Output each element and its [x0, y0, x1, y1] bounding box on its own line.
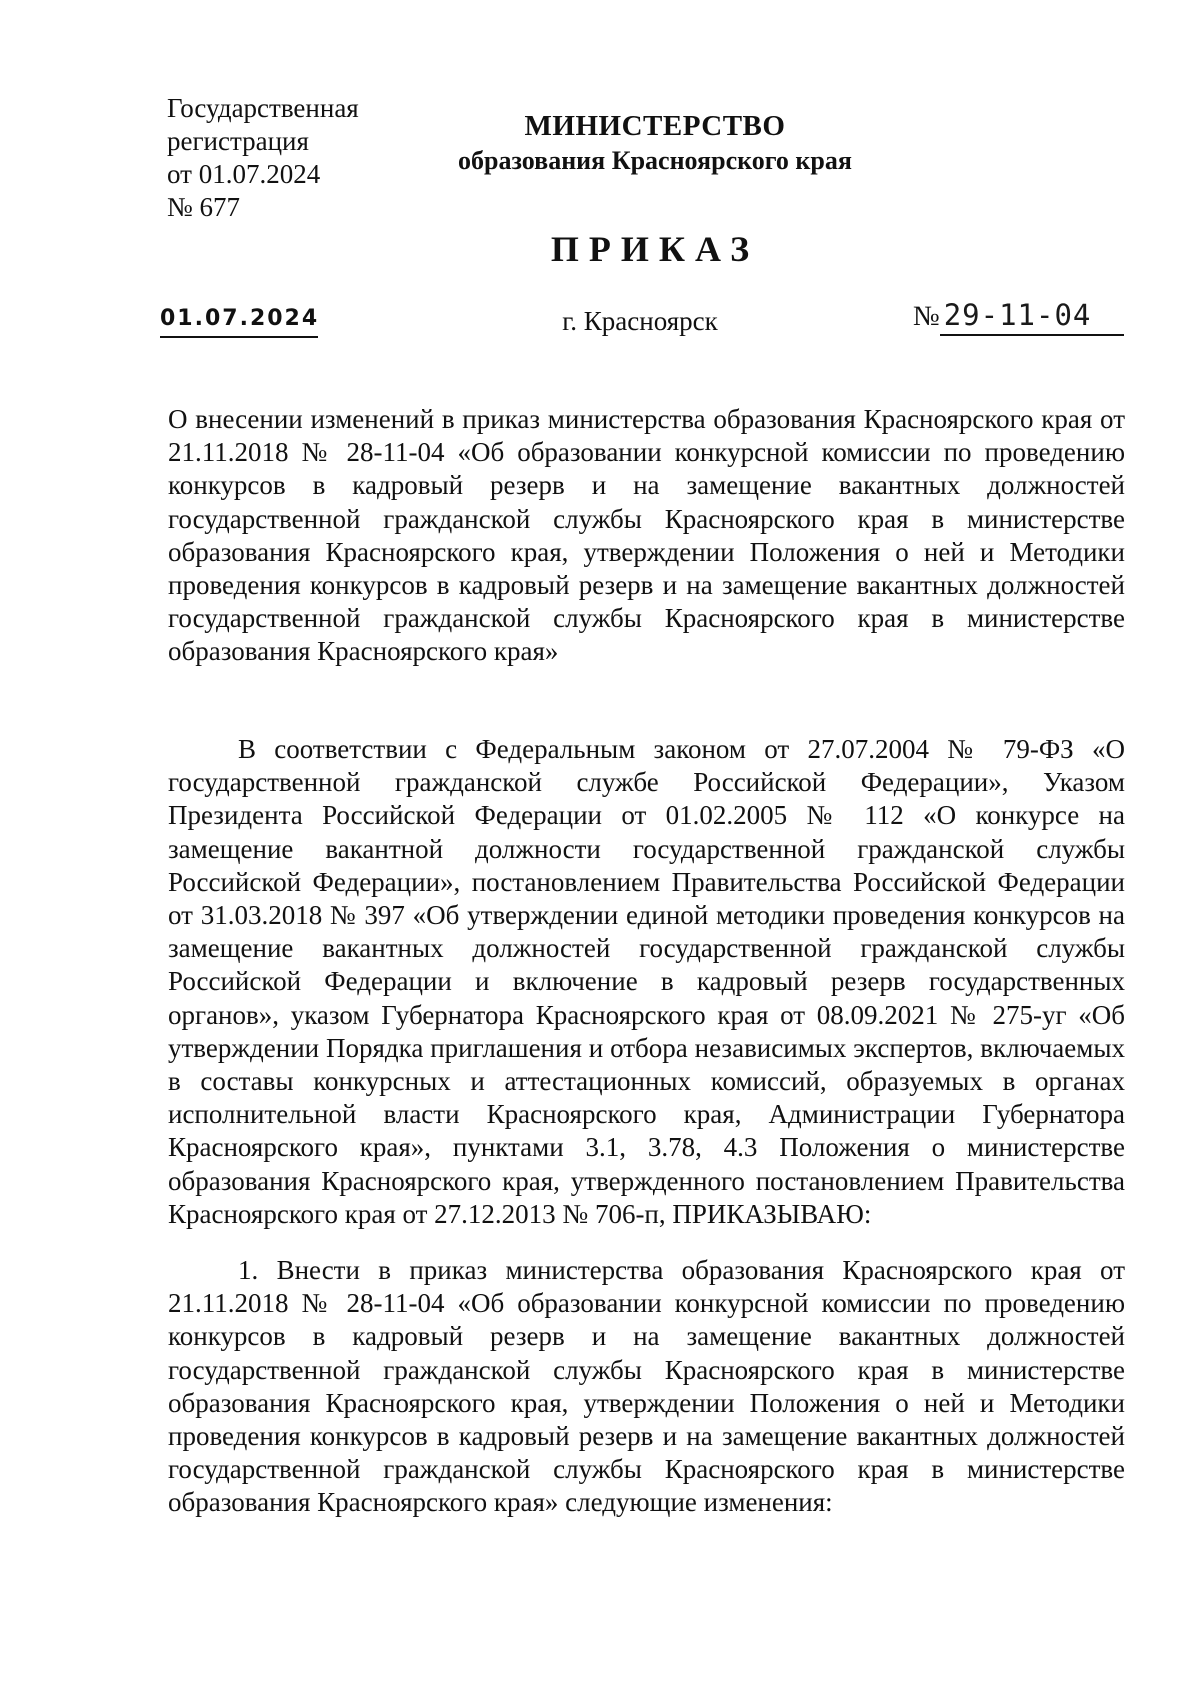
- registration-line-2: регистрация: [167, 126, 309, 156]
- order-subject: О внесении изменений в приказ министерства образования Красноярского края от 21.11.2018 № 28-11-04 «Об образовании конкурсной комиссии по проведению конкурсов в кадровый резерв и на замещение вакантных должностей государственной гражданской службы Красноярского края в министерстве образования Красноярского края, утверждении Положения о ней и Методики проведения конкурсов в кадровый резерв и на замещение вакантных должностей государственной гражданской службы Красноярского края в министерстве образования Красноярского края»: [168, 404, 1125, 667]
- order-date: 01.07.2024: [160, 302, 318, 338]
- order-item-1: 1. Внести в приказ министерства образования Красноярского края от 21.11.2018 № 28-11-04 «Об образовании конкурсной комиссии по проведению конкурсов в кадровый резерв и на замещение вакантных должностей государственной гражданской службы Красноярского края в министерстве образования Красноярского края, утверждении Положения о ней и Методики проведения конкурсов в кадровый резерв и на замещение вакантных должностей государственной гражданской службы Красноярского края в министерстве образования Красноярского края» следующие изменения:: [168, 1255, 1125, 1518]
- registration-line-4: № 677: [167, 192, 241, 222]
- ministry-title: МИНИСТЕРСТВО: [524, 110, 786, 142]
- registration-line-1: Государственная: [167, 93, 359, 123]
- ministry-header: [400, 108, 910, 178]
- registration-line-3: от 01.07.2024: [167, 159, 321, 189]
- document-type-heading: ПРИКАЗ: [550, 229, 760, 269]
- ministry-subtitle: образования Красноярского края: [458, 146, 852, 175]
- order-number-value: 29-11-04: [940, 296, 1124, 336]
- preamble-paragraph: В соответствии с Федеральным законом от 27.07.2004 № 79-ФЗ «О государственной гражданской службе Российской Федерации», Указом Президента Российской Федерации от 01.02.2005 № 112 «О конкурсе на замещение вакантной должности государственной гражданской службы Российской Федерации», постановлением Правительства Российской Федерации от 31.03.2018 № 397 «Об утверждении единой методики проведения конкурсов на замещение вакантных должностей государственной гражданской службы Российской Федерации и включение в кадровый резерв государственных органов», указом Губернатора Красноярского края от 08.09.2021 № 275-уг «Об утверждении Порядка приглашения и отбора независимых экспертов, включаемых в составы конкурсных и аттестационных комиссий, образуемых в органах исполнительной власти Красноярского края, Администрации Губернатора Красноярского края», пунктами 3.1, 3.78, 4.3 Положения о министерстве образования Красноярского края, утвержденного постановлением Правительства Красноярского края от 27.12.2013 № 706-п, ПРИКАЗЫВАЮ:: [168, 734, 1125, 1229]
- registration-stamp: [167, 92, 359, 224]
- order-number: [913, 296, 1124, 336]
- order-number-prefix: №: [913, 301, 940, 332]
- order-city: г. Красноярск: [562, 306, 718, 336]
